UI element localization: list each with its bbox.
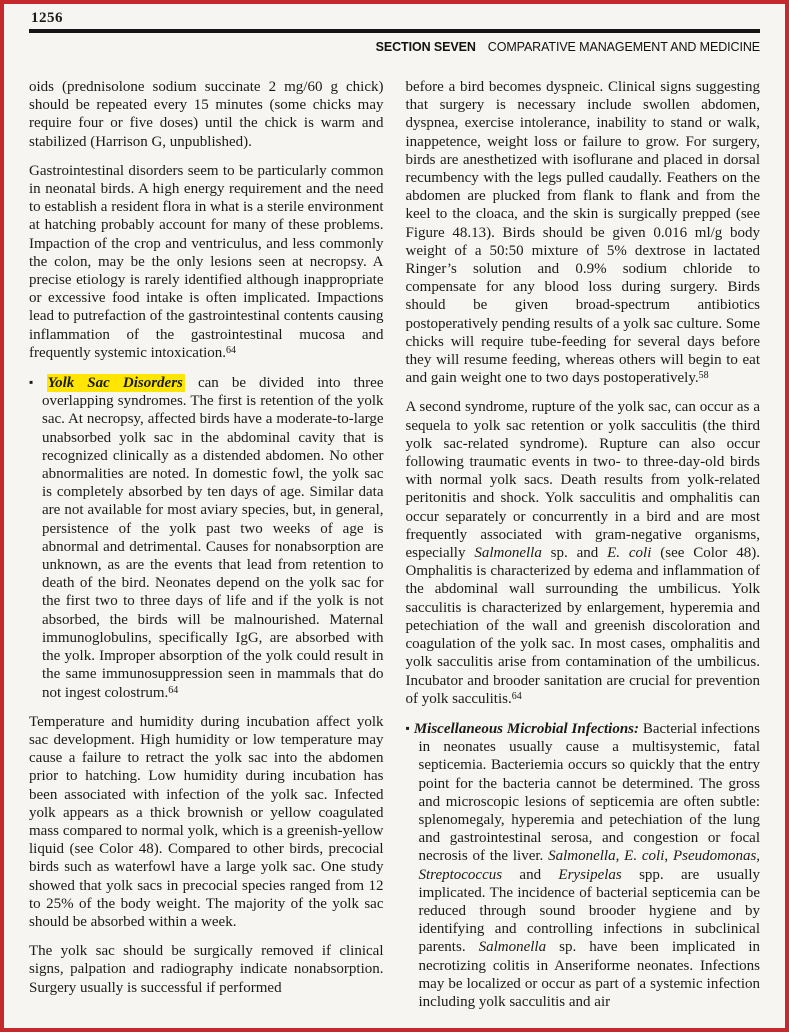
section-title: COMPARATIVE MANAGEMENT AND MEDICINE (487, 40, 760, 54)
running-head (29, 40, 760, 54)
paragraph (29, 78, 384, 151)
text-segment: Gastrointestinal disorders seem to be particularly common in neonatal birds. A high energy requirement and the need to establish a resident flora in what is a sterile environment at hatching probably account for many of these problems. Impaction of the crop and ventriculus, and less commonly the colon, may be the only lesions seen at necropsy. A precise etiology is rarely identified although inappropriate or excessive food intake is often implicated. Impactions lead to putrefaction of the gastrointestinal contents causing inflammation of the gastrointestinal mucosa and frequently systemic intoxication. (29, 162, 384, 361)
paragraph (29, 713, 384, 931)
text-segment: (see Color 48). Omphalitis is characterized by edema and inflammation of the abdominal wall surrounding the umbilicus. Yolk sacculitis is characterized by enlargement, hyperemia and petechiation of the wall and greenish discoloration and coagulation of the yolk sac. In most cases, omphalitis and yolk sacculitis arise from contamination of the umbilicus. Incubator and brooder sanitation are crucial for prevention of yolk sacculitis. (405, 545, 760, 707)
text-segment-i: Erysipelas (558, 866, 622, 883)
text-segment-i: Salmonella (548, 848, 616, 865)
text-segment: A second syndrome, rupture of the yolk sac, can occur as a sequela to yolk sac retention or yolk sacculitis (the third yolk sac-related syndrome). Rupture can also occur following traumatic events in two- to three-day-old birds with normal yolk sacs. Death results from yolk-related peritonitis and shock. Yolk sacculitis and omphalitis can occur separately or concurrently in a bird and are most frequently associated with gram-negative organisms, especially (405, 399, 760, 562)
text-segment: , (615, 848, 625, 865)
reference-superscript: 64 (511, 690, 522, 702)
paragraph-miscellaneous-microbial-infections (406, 719, 761, 1011)
text-segment: before a bird becomes dyspneic. Clinical signs suggesting that surgery is necessary include swollen abdomen, dyspnea, exercise intolerance, inability to stand or walk, inappetence, weight loss or failure to grow. For surgery, birds are anesthetized with isoflurane and placed in dorsal recumbency with the legs pulled caudally. Feathers on the abdomen are plucked from flank to flank and from the keel to the cloaca, and the skin is surgically prepped (see Figure 48.13). Birds should be given 0.016 ml/g body weight of a 50:50 mixture of 5% dextrose in lactated Ringer’s solution and 0.9% sodium chloride to compensate for any blood loss during surgery. Birds should be given broad-spectrum antibiotics postoperatively pending results of a yolk sac culture. Some chicks will require tube-feeding for several days before they will resume feeding, whereas others will begin to eat and gain weight one to two days postoperatively. (405, 79, 760, 387)
paragraph (406, 398, 761, 707)
page-number: 1256 (31, 10, 63, 26)
square-bullet-icon: ▪ (29, 375, 43, 390)
text-segment: , (664, 848, 673, 865)
text-segment: can be divided into three overlapping syndromes. The first is retention of the yolk sac. At necropsy, affected birds have a moderate-to-large unabsorbed yolk sac in the abdominal cavity that is recognized clinically as a distended abdomen. No other abnormalities are noted. In domestic fowl, the yolk sac is completely absorbed by ten days of age. Similar data are not available for most aviary species, but, in general, persistence of the yolk past two weeks of age is abnormal and detrimental. Causes for nonabsorption are unknown, as are the events that lead from retention to death of the bird. Neonates depend on the yolk sac for the first two to three days of life and if the yolk is not absorbed, the birds will be malnourished. Maternal immunoglobulins, specifically IgG, are absorbed with the yolk. Improper absorption of the yolk could result in the same immunosuppression seen in mammals that do not ingest colostrum. (42, 375, 384, 701)
text-segment: , (756, 848, 761, 865)
reference-superscript: 58 (698, 370, 709, 382)
reference-superscript: 64 (226, 344, 237, 356)
text-segment-i: Pseudomonas (672, 848, 757, 865)
square-bullet-icon: ▪ (405, 720, 410, 735)
text-segment-bi-hl: Yolk Sac Disorders (47, 375, 183, 392)
left-column (29, 78, 384, 1011)
text-segment-i: E. coli (624, 848, 665, 865)
text-segment: sp. have been implicated in necrotizing colitis in Anseriforme neonates. Infections may be localized or occur as part of a systemic infection including yolk sacculitis and air (418, 939, 760, 1010)
paragraph-yolk-sac-disorders (29, 373, 384, 702)
two-column-text (29, 78, 760, 1011)
header-rule (29, 29, 760, 33)
text-segment-i: Streptococcus (418, 866, 503, 883)
text-segment-i: Salmonella (478, 939, 547, 956)
text-segment-bi: Miscellaneous Microbial Infections: (413, 720, 640, 737)
reference-superscript: 64 (168, 684, 179, 696)
right-column (406, 78, 761, 1011)
text-segment-i: Salmonella (474, 545, 542, 562)
text-segment: spp. are usually implicated. The incidence of bacterial septicemia can be reduced through sound brooder hygiene and by identifying and controlling infections in subclinical parents. (418, 866, 760, 956)
text-segment: Temperature and humidity during incubation affect yolk sac development. High humidity or low temperature may cause a failure to retract the yolk sac into the abdomen prior to hatching. Low humidity during incubation has been associated with infection of the yolk sac. Infected yolk appears as a thick brownish or yellow coagulated mass compared to normal yolk, which is a greenish-yellow liquid (see Color 48). Compared to other birds, precocial birds such as waterfowl have a large yolk sac. One study showed that yolk sacs in precocial species ranged from 12 to 25% of the body weight. The majority of the yolk sac should be absorbed within a week. (29, 713, 384, 930)
text-segment: oids (prednisolone sodium succinate 2 mg/60 g chick) should be repeated every 15 minutes (some chicks may require four or five doses) until the chick is warm and stabilized (Harrison G, unpublished). (29, 79, 384, 150)
section-label: SECTION SEVEN (375, 40, 476, 54)
text-segment: Bacterial infections in neonates usually cause a multisystemic, fatal septicemia. Bacteriemia occurs so quickly that the entry point for the bacteria cannot be determined. The gross and microscopic lesions of septicemia are often subtle: splenomegaly, hyperemia and petechiation of the lung and gastrointestinal serosa, and congestion or focal necrosis of the liver. (418, 720, 760, 865)
page-header (29, 10, 760, 54)
paragraph (29, 942, 384, 997)
text-segment: and (502, 866, 559, 883)
paragraph (406, 78, 761, 387)
paragraph (29, 162, 384, 362)
text-segment: sp. and (541, 545, 608, 562)
text-segment-i: E. coli (607, 545, 652, 562)
text-segment: The yolk sac should be surgically removed if clinical signs, palpation and radiography indicate nonabsorption. Surgery usually is successful if performed (29, 943, 384, 996)
